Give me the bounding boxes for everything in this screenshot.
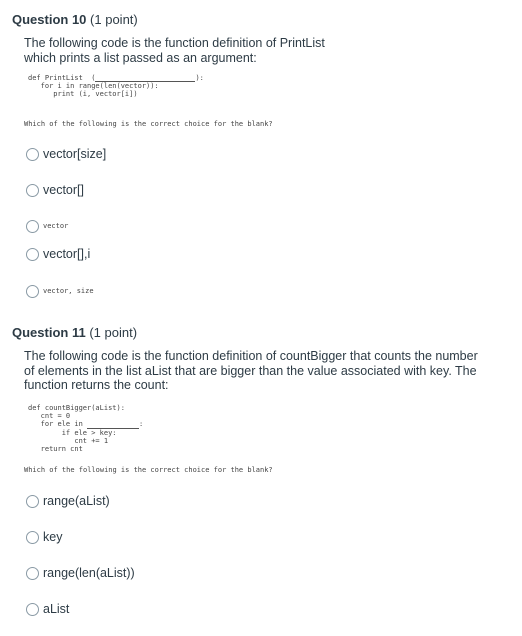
- choice-label: vector: [43, 222, 69, 230]
- code-line: cnt += 1: [28, 436, 109, 445]
- q11-choice-3[interactable]: [26, 565, 135, 581]
- question-10-points: (1 point): [90, 12, 138, 27]
- code-line: [28, 74, 204, 82]
- radio-button[interactable]: [26, 531, 39, 544]
- question-11-text-line-2: of elements in the list aList that are bigger than the value associated with key. The: [24, 363, 477, 378]
- q10-choice-1[interactable]: [26, 146, 106, 162]
- code-line: for i in range(len(vector)):: [28, 82, 159, 91]
- question-11-number: Question 11: [12, 325, 86, 340]
- question-10-number: Question 10: [12, 12, 87, 27]
- q11-choice-4[interactable]: [26, 601, 69, 617]
- choice-label: key: [43, 530, 63, 544]
- code-line: if ele > key:: [28, 428, 117, 437]
- code-blank: [95, 74, 195, 82]
- question-10-prompt: Which of the following is the correct choice for the blank?: [24, 120, 273, 128]
- question-10-title: [12, 12, 138, 27]
- question-11-text-line-3: function returns the count:: [24, 378, 169, 392]
- radio-button[interactable]: [26, 248, 39, 261]
- radio-button[interactable]: [26, 220, 39, 233]
- question-10-code-block: [28, 74, 204, 99]
- radio-button[interactable]: [26, 495, 39, 508]
- q10-choice-5[interactable]: [26, 283, 94, 299]
- radio-button[interactable]: [26, 285, 39, 298]
- question-11-prompt: Which of the following is the correct choice for the blank?: [24, 466, 273, 474]
- q11-choice-1[interactable]: [26, 493, 110, 509]
- radio-button[interactable]: [26, 567, 39, 580]
- q10-choice-3[interactable]: [26, 218, 68, 234]
- code-text: def PrintList (: [28, 74, 96, 82]
- question-10-text: [24, 36, 494, 65]
- choice-label: vector[]: [43, 183, 84, 197]
- question-11-title: [12, 325, 137, 340]
- code-text: ):: [195, 74, 204, 82]
- question-11-text-line-1: The following code is the function definition of countBigger that counts the number: [24, 349, 478, 363]
- radio-button[interactable]: [26, 603, 39, 616]
- choice-label: vector, size: [43, 287, 94, 295]
- code-line: def countBigger(aList):: [28, 404, 125, 412]
- q10-choice-2[interactable]: [26, 182, 84, 198]
- question-11-text: [24, 349, 494, 393]
- question-10-text-line-2: which prints a list passed as an argument:: [24, 50, 257, 65]
- code-line: cnt = 0: [28, 412, 71, 421]
- question-10-text-line-1: The following code is the function definition of PrintList: [24, 36, 325, 50]
- radio-button[interactable]: [26, 184, 39, 197]
- choice-label: vector[],i: [43, 247, 91, 261]
- code-line: [28, 420, 143, 428]
- choice-label: aList: [43, 602, 70, 616]
- code-text: for ele in: [28, 420, 88, 429]
- code-text: :: [139, 420, 144, 429]
- question-11-points: (1 point): [89, 325, 138, 340]
- code-line: return cnt: [28, 445, 83, 454]
- code-blank: [87, 421, 139, 429]
- radio-button[interactable]: [26, 148, 39, 161]
- code-line: print (i, vector[i]): [28, 90, 138, 99]
- choice-label: range(len(aList)): [43, 566, 135, 580]
- choice-label: range(aList): [43, 494, 110, 508]
- question-11-code-block: [28, 404, 143, 453]
- choice-label: vector[size]: [43, 147, 107, 161]
- q11-choice-2[interactable]: [26, 529, 62, 545]
- q10-choice-4[interactable]: [26, 246, 90, 262]
